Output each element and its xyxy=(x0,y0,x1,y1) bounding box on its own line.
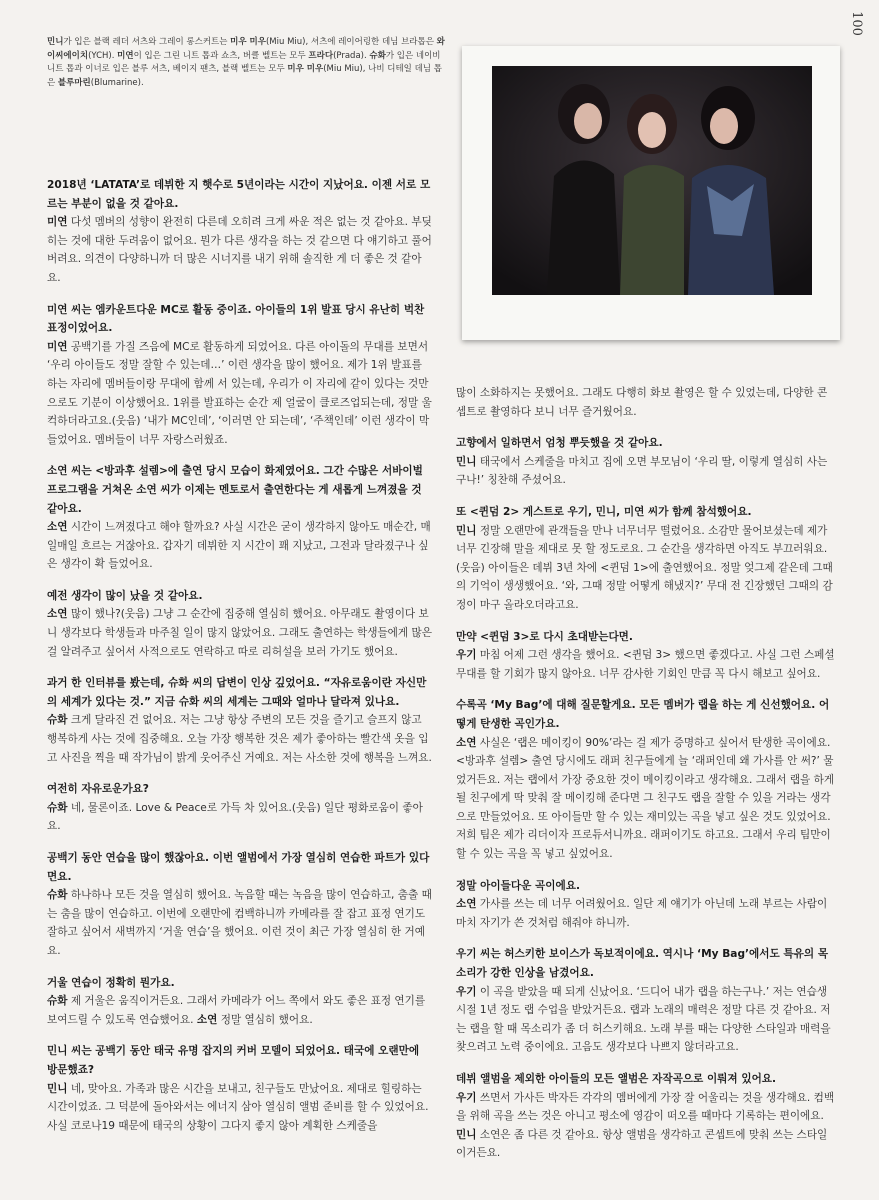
interview-answer xyxy=(47,886,432,960)
speaker-name: 우기 xyxy=(456,1091,477,1104)
speaker-name: 소연 xyxy=(456,736,477,749)
interview-question: 2018년 ‘LATATA’로 데뷔한 지 햇수로 5년이라는 시간이 지났어요. 이젠 서로 모르는 부분이 없을 것 같아요. xyxy=(47,179,431,210)
caption-segment: 민니 xyxy=(47,37,64,47)
caption-segment: 이 입은 그린 니트 톱과 쇼츠, 버클 벨트는 모두 xyxy=(133,50,309,61)
interview-question: 고향에서 일하면서 엄청 뿌듯했을 것 같아요. xyxy=(456,437,663,450)
speaker-name: 소연 xyxy=(47,608,68,621)
caption-segment: 미우 미우 xyxy=(230,37,266,47)
answer-text: 마침 어제 그런 생각을 했어요. <퀸덤 3> 했으면 좋겠다고. 사실 그런 스페셜 무대를 할 기회가 많지 않아요. 너무 감사한 기회인 만큼 꼭 다시 해보고 싶어요. xyxy=(456,649,835,680)
interview-question: 수록곡 ‘My Bag’에 대해 질문할게요. 모든 멤버가 랩을 하는 게 신선했어요. 어떻게 탄생한 곡인가요. xyxy=(456,699,830,730)
speaker-name: 민니 xyxy=(456,1128,477,1141)
interview-question: 소연 씨는 <방과후 설렘>에 출연 당시 모습이 화제였어요. 그간 수많은 서바이벌 프로그램을 거쳐온 소연 씨가 이제는 멘토로서 출연한다는 게 새롭게 느껴졌을 것 같아요. xyxy=(47,465,423,515)
speaker-name: 슈화 xyxy=(47,889,68,902)
right-column xyxy=(456,384,836,1176)
speaker-name: 미연 xyxy=(47,216,68,229)
speaker-name: 민니 xyxy=(456,455,477,468)
answer-text: 이 곡을 받았을 때 되게 신났어요. ‘드디어 내가 랩을 하는구나.’ 저는 연습생 시절 1년 정도 랩 수업을 받았거든요. 랩과 노래의 매력은 정말 다른 것 같아요. 저는 랩을 할 때 목소리가 좀 더 허스키해요. 노래 부를 때는 다양한 스타일과 매력을 찾으려고 노력 중이에요. 고음도 생각보다 나쁘지 않더라고요. xyxy=(456,985,831,1054)
interview-answer xyxy=(47,799,432,836)
answer-text: 쓰면서 가사든 박자든 각각의 멤버에게 가장 잘 어울리는 것을 생각해요. 컴백을 위해 곡을 쓰는 것은 아니고 평소에 영감이 떠오를 때마다 기록하는 편이에요. xyxy=(456,1091,835,1123)
photo-caption xyxy=(47,36,447,90)
interview-answer xyxy=(456,734,836,864)
interview-answer xyxy=(456,895,836,932)
interview-answer xyxy=(456,983,836,1057)
speaker-name: 우기 xyxy=(456,985,477,998)
page-number: 100 xyxy=(849,11,865,36)
left-column xyxy=(47,176,432,1148)
interview-answer xyxy=(456,384,836,421)
interview-answer xyxy=(456,522,836,615)
answer-text: 크게 달라진 건 없어요. 저는 그냥 항상 주변의 모든 것을 즐기고 슬프지 않고 행복하게 사는 것에 집중해요. 오늘 가장 행복한 것은 제가 좋아하는 빨간색 옷을 입고 사진을 찍을 때 작가님이 밝게 웃어주신 거예요. 저는 사소한 것에 행복을 느껴요. xyxy=(47,714,432,764)
caption-segment: (Miu Miu), 셔츠에 레이어링한 데님 브라톱은 xyxy=(265,37,437,47)
answer-text: 많이 했나?(웃음) 그냥 그 순간에 집중해 열심히 했어요. 아무래도 촬영이다 보니 생각보다 학생들과 마주칠 일이 많지 않았어요. 그래도 출연하는 학생들에게 많은 걸 알려주고 싶어서 사적으로도 연락하고 따로 리허설을 보러 가기도 했어요. xyxy=(47,608,432,658)
answer-text: 사실은 ‘랩은 메이킹이 90%’라는 걸 제가 증명하고 싶어서 탄생한 곡이에요. <방과후 설렘> 출연 당시에도 래퍼 친구들에게 늘 ‘래퍼인데 왜 가사를 안 써?’ 물었거든요. 저는 랩에서 가장 중요한 것이 메이킹이라고 생각해요. 그래서 랩을 하게 될 친구에게 딱 맞춰 잘 메이킹해 준다면 그 친구도 랩을 잘할 수 있을 거라는 생각으로 만들었어요. 또 아이들만 할 수 있는 재미있는 곡을 넣고 싶은 것도 있었어요. 저희 팀은 제가 리더이자 프로듀서니까요. 래퍼이기도 하고요. 그래서 우리 팀만이 할 수 있는 곡을 꼭 넣고 싶었어요. xyxy=(456,736,835,861)
speaker-name: 슈화 xyxy=(47,995,68,1008)
caption-segment: 블루마린 xyxy=(57,77,91,88)
caption-segment: 미연 xyxy=(117,50,134,61)
speaker-name: 소연 xyxy=(47,521,68,534)
caption-segment: 가 입은 네이비 니트 톱과 이너로 입은 블루 셔츠, 베이지 팬츠, 블랙 벨트는 모두 xyxy=(47,50,441,75)
speaker-name: 소연 xyxy=(456,898,477,911)
answer-text: 가사를 쓰는 데 너무 어려웠어요. 일단 제 얘기가 아닌데 노래 부르는 사람이 마치 자기가 쓴 것처럼 해줘야 하니까. xyxy=(456,898,828,929)
interview-answer xyxy=(47,213,432,287)
answer-text: 제 거울은 움직이거든요. 그래서 카메라가 어느 쪽에서 와도 좋은 표정 연기를 보여드릴 수 있도록 연습했어요. xyxy=(47,995,426,1026)
interview-question: 민니 씨는 공백기 동안 태국 유명 잡지의 커버 모델이 되었어요. 태국에 오랜만에 방문했죠? xyxy=(47,1045,420,1076)
interview-question: 공백기 동안 연습을 많이 했잖아요. 이번 앨범에서 가장 열심히 연습한 파트가 있다면요. xyxy=(47,852,430,883)
speaker-name: 슈화 xyxy=(47,714,68,727)
caption-segment: (YCH). xyxy=(88,50,118,61)
interview-answer xyxy=(456,453,836,490)
interview-answer xyxy=(47,338,432,450)
answer-text: 하나하나 모든 것을 열심히 했어요. 녹음할 때는 녹음을 많이 연습하고, 춤출 때는 춤을 많이 연습하고. 이번에 오랜만에 컴백하니까 카메라를 잘 잡고 표정 연기도 잘하고 싶어서 새벽까지 ‘거울 연습’을 했어요. 이런 것이 최근 가장 열심히 한 거예요. xyxy=(47,889,432,957)
interview-answer xyxy=(456,1089,836,1163)
answer-text: 정말 열심히 했어요. xyxy=(217,1013,313,1026)
caption-segment: 와이씨에이치 xyxy=(47,37,445,61)
speaker-name: 미연 xyxy=(47,340,68,353)
answer-text: 많이 소화하지는 못했어요. 그래도 다행히 화보 촬영은 할 수 있었는데, 다양한 콘셉트로 촬영하다 보니 너무 즐거웠어요. xyxy=(456,387,828,418)
caption-segment: 가 입은 블랙 레더 셔츠와 그레이 롱스커트는 xyxy=(63,37,231,47)
answer-text: 소연은 좀 다른 것 같아요. 항상 앨범을 생각하고 콘셉트에 맞춰 쓰는 스타일이거든요. xyxy=(456,1128,828,1160)
speaker-name: 우기 xyxy=(456,649,477,662)
interview-question: 만약 <퀸덤 3>로 다시 초대받는다면. xyxy=(456,630,633,643)
interview-answer xyxy=(47,992,432,1029)
answer-text: 태국에서 스케줄을 마치고 집에 오면 부모님이 ‘우리 딸, 이렇게 열심히 사는구나!’ 칭찬해 주셨어요. xyxy=(456,455,828,487)
interview-question: 예전 생각이 많이 났을 것 같아요. xyxy=(47,589,203,602)
group-photo-image xyxy=(492,66,812,295)
answer-text: 네, 물론이죠. Love & Peace로 가득 차 있어요.(웃음) 일단 평화로움이 좋아요. xyxy=(47,801,423,833)
interview-question: 미연 씨는 엠카운트다운 MC로 활동 중이죠. 아이들의 1위 발표 당시 유난히 벅찬 표정이었어요. xyxy=(47,303,425,335)
interview-answer xyxy=(47,605,432,661)
interview-question: 또 <퀸덤 2> 게스트로 우기, 민니, 미연 씨가 함께 참석했어요. xyxy=(456,505,752,518)
interview-question: 과거 한 인터뷰를 봤는데, 슈화 씨의 답변이 인상 깊었어요. “자유로움이란 자신만의 세계가 있다는 것.” 지금 슈화 씨의 세계는 그때와 얼마나 달라져 있나요. xyxy=(47,677,427,708)
caption-segment: (Miu Miu), 나비 디테일 데님 톱은 xyxy=(47,64,442,88)
speaker-name: 민니 xyxy=(456,524,477,537)
answer-text: 정말 오랜만에 관객들을 만나 너무너무 떨렸어요. 소감만 물어보셨는데 제가 너무 긴장해 말을 제대로 못 할 정도로요. 그 순간을 생각하면 아직도 부끄러워요.(웃음) 아이들은 데뷔 3년 차에 <퀸덤 1>에 출연했어요. 정말 엊그제 같은데 그때의 기억이 생생했어요. ‘와, 그때 정말 어떻게 해냈지?’ 무대 전 긴장했던 그때의 감정이 마구 올라오더라고요. xyxy=(456,524,833,611)
interview-question: 정말 아이들다운 곡이에요. xyxy=(456,879,580,892)
answer-text: 공백기를 가질 즈음에 MC로 활동하게 되었어요. 다른 아이돌의 무대를 보면서 ‘우리 아이들도 정말 잘할 수 있는데…’ 이런 생각을 많이 했어요. 제가 1위 발표를 하는 자리에 멤버들이랑 무대에 함께 서 있는데, 우리가 이 자리에 같이 있다는 것만으로도 기분이 이상했어요. 1위를 발표하는 순간 제 얼굴이 클로즈업되는데, 정말 울컥하더라고요.(웃음) ‘내가 MC인데’, ‘이러면 안 되는데’, ‘주책인데’ 이런 생각이 막 들었어요. 멤버들이 너무 자랑스러웠죠. xyxy=(47,340,432,446)
interview-question: 거울 연습이 정확히 뭔가요. xyxy=(47,976,175,989)
interview-question: 여전히 자유로운가요? xyxy=(47,783,149,796)
interview-answer xyxy=(47,1080,432,1136)
speaker-name: 소연 xyxy=(196,1013,218,1026)
interview-answer xyxy=(47,711,432,767)
caption-segment: 프라다 xyxy=(308,50,334,61)
caption-segment: 슈화 xyxy=(369,50,386,61)
caption-segment: (Blumarine). xyxy=(90,77,144,88)
interview-question: 우기 씨는 허스키한 보이스가 독보적이에요. 역시나 ‘My Bag’에서도 특유의 목소리가 강한 인상을 남겼어요. xyxy=(456,948,829,980)
answer-text: 시간이 느껴졌다고 해야 할까요? 사실 시간은 굳이 생각하지 않아도 매순간, 매일매일 흐르는 거잖아요. 갑자기 데뷔한 지 시간이 꽤 지났고, 그전과 달라졌구나 싶은 생각이 확 들었어요. xyxy=(47,521,431,571)
speaker-name: 슈화 xyxy=(47,801,68,814)
interview-answer xyxy=(456,646,836,683)
answer-text: 다섯 멤버의 성향이 완전히 다른데 오히려 크게 싸운 적은 없는 것 같아요. 부딪히는 것에 대한 두려움이 없어요. 뭔가 다른 생각을 하는 것 같으면 다 얘기하고 풀어버려요. 의견이 다양하니까 더 많은 시너지를 내기 위해 솔직한 게 더 좋은 것 같아요. xyxy=(47,216,432,284)
answer-text: 네, 맞아요. 가족과 많은 시간을 보내고, 친구들도 만났어요. 제대로 힐링하는 시간이었죠. 그 덕분에 돌아와서는 에너지 삼아 열심히 앨범 준비를 할 수 있었어요. 사실 코로나19 때문에 태국의 상황이 그다지 좋지 않아 계획한 스케줄을 xyxy=(47,1082,429,1132)
caption-segment: (Prada). xyxy=(333,50,370,61)
polaroid-frame xyxy=(462,46,840,340)
speaker-name: 민니 xyxy=(47,1082,68,1095)
interview-question: 데뷔 앨범을 제외한 아이들의 모든 앨범은 자작곡으로 이뤄져 있어요. xyxy=(456,1073,777,1085)
group-photo xyxy=(492,66,812,295)
caption-segment: 미우 미우 xyxy=(287,64,324,75)
interview-answer xyxy=(47,518,432,574)
